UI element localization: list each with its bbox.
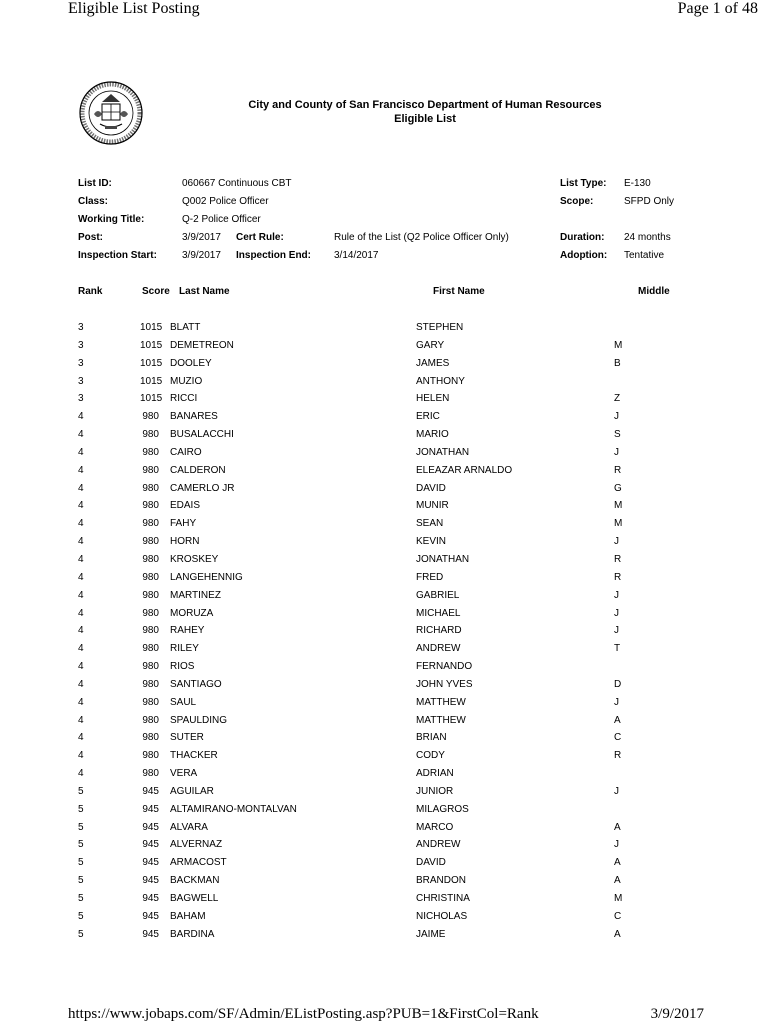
score-cell: 980 xyxy=(142,429,159,441)
middle-cell: A xyxy=(614,714,621,726)
rank-cell: 3 xyxy=(78,322,84,333)
scope-label: Scope: xyxy=(560,196,594,207)
last-name-cell: ARMACOST xyxy=(170,857,227,869)
last-name-cell: KROSKEY xyxy=(170,553,219,565)
rank-cell: 4 xyxy=(78,768,84,780)
table-row xyxy=(0,393,770,411)
last-name-cell: DEMETREON xyxy=(170,339,234,351)
table-row xyxy=(0,625,770,643)
rank-cell: 5 xyxy=(78,910,84,922)
last-name-cell: DOOLEY xyxy=(170,357,212,369)
table-row xyxy=(0,715,770,733)
table-row xyxy=(0,322,770,340)
table-row xyxy=(0,679,770,697)
first-name-cell: ELEAZAR ARNALDO xyxy=(416,464,513,476)
last-name-cell: BAGWELL xyxy=(170,893,219,904)
middle-cell: J xyxy=(614,625,619,637)
table-row xyxy=(0,411,770,429)
score-cell: 980 xyxy=(142,696,159,708)
duration-label: Duration: xyxy=(560,232,605,243)
rank-cell: 3 xyxy=(78,357,84,369)
first-name-cell: ANDREW xyxy=(416,643,461,655)
rank-cell: 5 xyxy=(78,785,84,797)
table-row xyxy=(0,875,770,893)
last-name-cell: EDAIS xyxy=(170,500,201,512)
first-name-cell: HELEN xyxy=(416,393,450,405)
rank-cell: 4 xyxy=(78,464,84,476)
rank-cell: 4 xyxy=(78,625,84,637)
last-name-cell: ALVARA xyxy=(170,821,208,833)
middle-cell: J xyxy=(614,411,619,423)
rank-cell: 5 xyxy=(78,928,84,940)
first-name-cell: JAIME xyxy=(416,928,446,940)
rank-cell: 5 xyxy=(78,839,84,851)
table-row xyxy=(0,661,770,679)
inspection-end-label: Inspection End: xyxy=(236,250,311,261)
score-cell: 980 xyxy=(142,732,159,744)
last-name-cell: BLATT xyxy=(170,322,201,333)
rank-cell: 4 xyxy=(78,750,84,762)
working-title-label: Working Title: xyxy=(78,214,145,225)
table-row xyxy=(0,500,770,518)
table-row xyxy=(0,590,770,608)
middle-cell: J xyxy=(614,536,619,548)
middle-cell: M xyxy=(614,500,623,512)
table-row xyxy=(0,822,770,840)
last-name-cell: SUTER xyxy=(170,732,204,744)
first-name-cell: BRIAN xyxy=(416,732,447,744)
score-cell: 1015 xyxy=(140,357,163,369)
table-row xyxy=(0,608,770,626)
last-name-cell: RICCI xyxy=(170,393,198,405)
col-header-middle: Middle xyxy=(638,286,670,297)
last-name-cell: BAHAM xyxy=(170,910,206,922)
score-cell: 1015 xyxy=(140,322,163,333)
rank-cell: 5 xyxy=(78,803,84,815)
rank-cell: 4 xyxy=(78,678,84,690)
footer-date: 3/9/2017 xyxy=(650,1006,704,1022)
cert-rule-value: Rule of the List (Q2 Police Officer Only) xyxy=(334,232,509,243)
first-name-cell: BRANDON xyxy=(416,875,467,887)
adoption-value: Tentative xyxy=(624,250,665,261)
last-name-cell: HORN xyxy=(170,536,200,548)
middle-cell: G xyxy=(614,482,622,494)
table-row xyxy=(0,536,770,554)
table-row xyxy=(0,768,770,786)
table-row xyxy=(0,376,770,394)
page-header-title: Eligible List Posting xyxy=(68,0,200,17)
score-cell: 980 xyxy=(142,464,159,476)
col-header-rank: Rank xyxy=(78,286,103,297)
org-title: City and County of San Francisco Department of Human Resources xyxy=(248,99,602,111)
score-cell: 980 xyxy=(142,571,159,583)
middle-cell: C xyxy=(614,910,622,922)
table-row xyxy=(0,786,770,804)
middle-cell: D xyxy=(614,678,622,690)
first-name-cell: MUNIR xyxy=(416,500,449,512)
rank-cell: 4 xyxy=(78,571,84,583)
score-cell: 980 xyxy=(142,536,159,548)
middle-cell: M xyxy=(614,518,623,530)
table-row xyxy=(0,911,770,929)
list-id-value: 060667 Continuous CBT xyxy=(182,178,292,189)
rank-cell: 5 xyxy=(78,875,84,887)
last-name-cell: SANTIAGO xyxy=(170,678,222,690)
middle-cell: T xyxy=(614,643,621,655)
table-row xyxy=(0,518,770,536)
score-cell: 980 xyxy=(142,411,159,423)
score-cell: 980 xyxy=(142,589,159,601)
eligible-list-table xyxy=(0,322,770,947)
score-cell: 945 xyxy=(142,839,159,851)
first-name-cell: MILAGROS xyxy=(416,803,469,815)
table-row xyxy=(0,465,770,483)
first-name-cell: JAMES xyxy=(416,357,450,369)
score-cell: 980 xyxy=(142,446,159,458)
last-name-cell: THACKER xyxy=(170,750,218,762)
score-cell: 945 xyxy=(142,803,159,815)
first-name-cell: ANDREW xyxy=(416,839,461,851)
rank-cell: 4 xyxy=(78,732,84,744)
org-subtitle: Eligible List xyxy=(394,113,456,125)
last-name-cell: BUSALACCHI xyxy=(170,429,234,441)
last-name-cell: CALDERON xyxy=(170,464,226,476)
last-name-cell: MORUZA xyxy=(170,607,214,619)
first-name-cell: STEPHEN xyxy=(416,322,464,333)
first-name-cell: JOHN YVES xyxy=(416,678,473,690)
rank-cell: 5 xyxy=(78,893,84,904)
last-name-cell: RAHEY xyxy=(170,625,205,637)
middle-cell: R xyxy=(614,571,622,583)
score-cell: 980 xyxy=(142,768,159,780)
last-name-cell: RILEY xyxy=(170,643,199,655)
rank-cell: 4 xyxy=(78,500,84,512)
table-row xyxy=(0,429,770,447)
middle-cell: A xyxy=(614,857,621,869)
inspection-start-value: 3/9/2017 xyxy=(182,250,221,261)
class-value: Q002 Police Officer xyxy=(182,196,269,207)
last-name-cell: SAUL xyxy=(170,696,197,708)
score-cell: 1015 xyxy=(140,339,163,351)
last-name-cell: MUZIO xyxy=(170,375,203,387)
page-number: Page 1 of 48 xyxy=(677,0,758,17)
footer-url: https://www.jobaps.com/SF/Admin/EListPosting.asp?PUB=1&FirstCol=Rank xyxy=(68,1006,539,1022)
middle-cell: J xyxy=(614,589,619,601)
middle-cell: B xyxy=(614,357,621,369)
rank-cell: 3 xyxy=(78,339,84,351)
score-cell: 980 xyxy=(142,678,159,690)
org-title-block xyxy=(230,98,620,126)
last-name-cell: AGUILAR xyxy=(170,785,214,797)
middle-cell: M xyxy=(614,339,623,351)
first-name-cell: GABRIEL xyxy=(416,589,460,601)
score-cell: 980 xyxy=(142,625,159,637)
first-name-cell: JONATHAN xyxy=(416,553,470,565)
last-name-cell: LANGEHENNIG xyxy=(170,571,243,583)
first-name-cell: MICHAEL xyxy=(416,607,461,619)
last-name-cell: MARTINEZ xyxy=(170,589,221,601)
score-cell: 945 xyxy=(142,893,159,904)
first-name-cell: DAVID xyxy=(416,857,446,869)
middle-cell: R xyxy=(614,750,622,762)
middle-cell: J xyxy=(614,696,619,708)
last-name-cell: FAHY xyxy=(170,518,197,530)
score-cell: 945 xyxy=(142,928,159,940)
table-row xyxy=(0,643,770,661)
rank-cell: 4 xyxy=(78,714,84,726)
middle-cell: J xyxy=(614,607,619,619)
rank-cell: 4 xyxy=(78,643,84,655)
table-row xyxy=(0,929,770,947)
middle-cell: A xyxy=(614,821,621,833)
first-name-cell: DAVID xyxy=(416,482,446,494)
middle-cell: C xyxy=(614,732,622,744)
score-cell: 980 xyxy=(142,553,159,565)
rank-cell: 4 xyxy=(78,589,84,601)
score-cell: 980 xyxy=(142,518,159,530)
rank-cell: 4 xyxy=(78,553,84,565)
list-type-value: E-130 xyxy=(624,178,651,189)
score-cell: 980 xyxy=(142,714,159,726)
rank-cell: 4 xyxy=(78,482,84,494)
post-label: Post: xyxy=(78,232,103,243)
last-name-cell: RIOS xyxy=(170,661,195,673)
scope-value: SFPD Only xyxy=(624,196,675,207)
middle-cell: R xyxy=(614,464,622,476)
rank-cell: 4 xyxy=(78,696,84,708)
score-cell: 980 xyxy=(142,643,159,655)
score-cell: 945 xyxy=(142,821,159,833)
first-name-cell: FRED xyxy=(416,571,444,583)
table-row xyxy=(0,857,770,875)
first-name-cell: CHRISTINA xyxy=(416,893,470,904)
score-cell: 980 xyxy=(142,500,159,512)
last-name-cell: ALVERNAZ xyxy=(170,839,223,851)
inspection-end-value: 3/14/2017 xyxy=(334,250,379,261)
table-row xyxy=(0,358,770,376)
middle-cell: J xyxy=(614,785,619,797)
table-row xyxy=(0,554,770,572)
table-row xyxy=(0,893,770,911)
inspection-start-label: Inspection Start: xyxy=(78,250,157,261)
table-row xyxy=(0,750,770,768)
post-value: 3/9/2017 xyxy=(182,232,221,243)
adoption-label: Adoption: xyxy=(560,250,608,261)
middle-cell: A xyxy=(614,875,621,887)
first-name-cell: ANTHONY xyxy=(416,375,465,387)
table-row xyxy=(0,340,770,358)
table-row xyxy=(0,804,770,822)
first-name-cell: JUNIOR xyxy=(416,785,454,797)
rank-cell: 4 xyxy=(78,536,84,548)
first-name-cell: GARY xyxy=(416,339,445,351)
first-name-cell: JONATHAN xyxy=(416,446,470,458)
score-cell: 945 xyxy=(142,875,159,887)
score-cell: 1015 xyxy=(140,375,163,387)
table-row xyxy=(0,697,770,715)
last-name-cell: VERA xyxy=(170,768,198,780)
first-name-cell: MATTHEW xyxy=(416,696,466,708)
rank-cell: 5 xyxy=(78,857,84,869)
score-cell: 945 xyxy=(142,785,159,797)
last-name-cell: CAMERLO JR xyxy=(170,482,235,494)
first-name-cell: NICHOLAS xyxy=(416,910,468,922)
rank-cell: 4 xyxy=(78,411,84,423)
table-row xyxy=(0,572,770,590)
last-name-cell: BANARES xyxy=(170,411,218,423)
last-name-cell: CAIRO xyxy=(170,446,202,458)
first-name-cell: MATTHEW xyxy=(416,714,466,726)
last-name-cell: BACKMAN xyxy=(170,875,220,887)
col-header-last-name: Last Name xyxy=(179,286,230,297)
first-name-cell: FERNANDO xyxy=(416,661,473,673)
col-header-first-name: First Name xyxy=(433,286,485,297)
city-seal-icon xyxy=(78,80,144,146)
table-row xyxy=(0,483,770,501)
duration-value: 24 months xyxy=(624,232,671,243)
rank-cell: 4 xyxy=(78,429,84,441)
last-name-cell: SPAULDING xyxy=(170,714,228,726)
rank-cell: 4 xyxy=(78,518,84,530)
last-name-cell: BARDINA xyxy=(170,928,215,940)
rank-cell: 3 xyxy=(78,375,84,387)
middle-cell: J xyxy=(614,839,619,851)
last-name-cell: ALTAMIRANO-MONTALVAN xyxy=(170,803,297,815)
first-name-cell: MARCO xyxy=(416,821,454,833)
table-row xyxy=(0,839,770,857)
table-row xyxy=(0,447,770,465)
score-cell: 980 xyxy=(142,607,159,619)
working-title-value: Q-2 Police Officer xyxy=(182,214,261,225)
first-name-cell: ERIC xyxy=(416,411,440,423)
first-name-cell: ADRIAN xyxy=(416,768,454,780)
score-cell: 980 xyxy=(142,482,159,494)
score-cell: 980 xyxy=(142,750,159,762)
col-header-score: Score xyxy=(142,286,170,297)
middle-cell: S xyxy=(614,429,621,441)
list-type-label: List Type: xyxy=(560,178,607,189)
middle-cell: A xyxy=(614,928,621,940)
middle-cell: Z xyxy=(614,393,621,405)
middle-cell: R xyxy=(614,553,622,565)
list-id-label: List ID: xyxy=(78,178,112,189)
first-name-cell: MARIO xyxy=(416,429,449,441)
rank-cell: 4 xyxy=(78,446,84,458)
rank-cell: 4 xyxy=(78,607,84,619)
middle-cell: M xyxy=(614,893,623,904)
first-name-cell: KEVIN xyxy=(416,536,447,548)
first-name-cell: SEAN xyxy=(416,518,444,530)
score-cell: 945 xyxy=(142,857,159,869)
cert-rule-label: Cert Rule: xyxy=(236,232,284,243)
score-cell: 1015 xyxy=(140,393,163,405)
first-name-cell: CODY xyxy=(416,750,445,762)
rank-cell: 3 xyxy=(78,393,84,405)
rank-cell: 4 xyxy=(78,661,84,673)
middle-cell: J xyxy=(614,446,619,458)
score-cell: 945 xyxy=(142,910,159,922)
first-name-cell: RICHARD xyxy=(416,625,462,637)
table-row xyxy=(0,732,770,750)
rank-cell: 5 xyxy=(78,821,84,833)
class-label: Class: xyxy=(78,196,109,207)
score-cell: 980 xyxy=(142,661,159,673)
